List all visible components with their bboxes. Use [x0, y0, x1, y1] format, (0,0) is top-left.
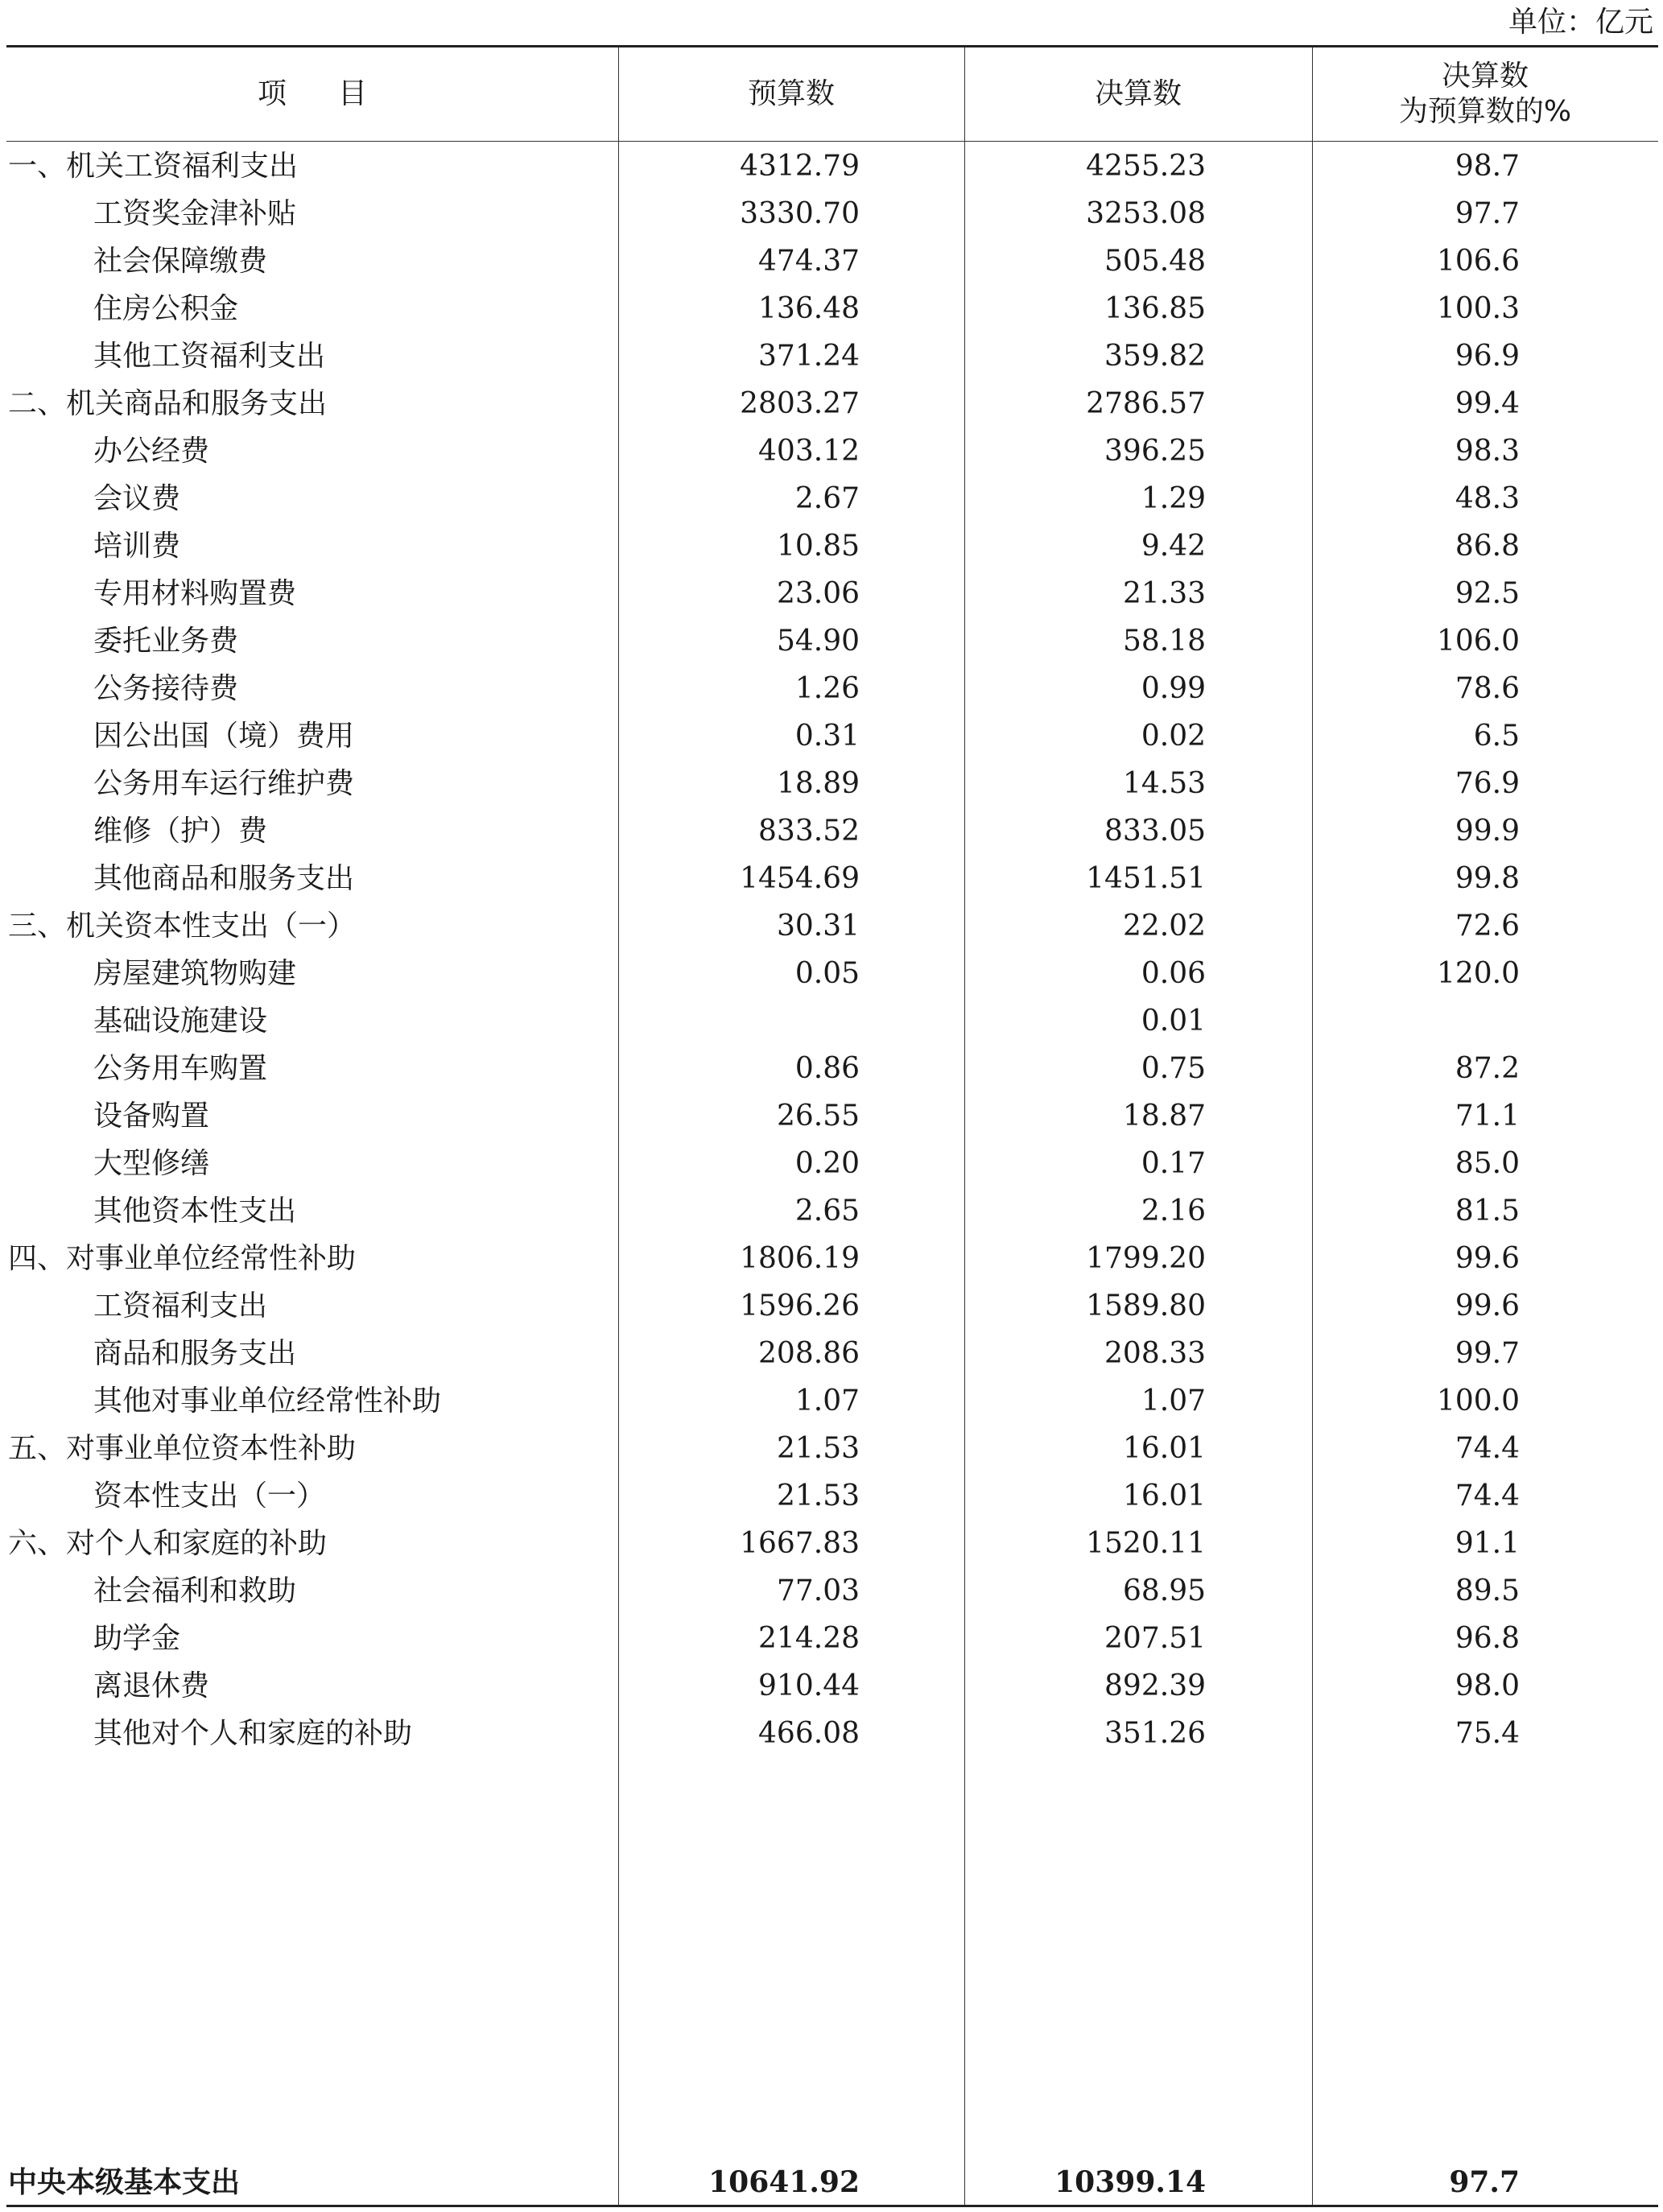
row-ratio-value: 99.4	[1455, 387, 1520, 420]
total-row	[6, 2160, 1658, 2205]
row-item-name: 公务用车运行维护费	[93, 767, 355, 800]
table-row	[6, 760, 1658, 807]
row-final-value: 0.02	[1141, 720, 1206, 753]
row-budget-value: 4312.79	[740, 150, 860, 183]
table-row	[6, 1377, 1658, 1425]
row-item-name: 四、对事业单位经常性补助	[8, 1242, 357, 1275]
row-final-value: 22.02	[1122, 910, 1206, 943]
row-ratio-value: 74.4	[1455, 1432, 1520, 1465]
row-final-value: 351.26	[1104, 1717, 1206, 1750]
row-item-name: 二、机关商品和服务支出	[8, 387, 328, 420]
row-budget-value: 26.55	[776, 1100, 860, 1133]
row-budget-value: 3330.70	[740, 197, 860, 230]
table-row	[6, 570, 1658, 617]
row-final-value: 68.95	[1122, 1574, 1206, 1607]
row-final-value: 833.05	[1104, 815, 1206, 848]
table-row	[6, 1567, 1658, 1615]
table-row	[6, 1615, 1658, 1662]
total-ratio: 97.7	[1449, 2165, 1520, 2199]
table-row	[6, 950, 1658, 997]
row-final-value: 16.01	[1122, 1479, 1206, 1512]
row-item-name: 资本性支出（一）	[93, 1479, 326, 1512]
row-item-name: 六、对个人和家庭的补助	[8, 1527, 328, 1560]
row-item-name: 一、机关工资福利支出	[8, 150, 299, 183]
row-ratio-value: 87.2	[1455, 1052, 1520, 1085]
row-item-name: 其他资本性支出	[93, 1195, 297, 1228]
row-final-value: 1589.80	[1086, 1290, 1206, 1323]
table-row	[6, 285, 1658, 332]
row-budget-value: 23.06	[776, 577, 860, 610]
table-row	[6, 855, 1658, 902]
row-budget-value: 371.24	[758, 340, 860, 373]
header-item	[6, 47, 618, 141]
row-final-value: 1.29	[1141, 482, 1206, 515]
row-item-name: 基础设施建设	[93, 1005, 268, 1038]
row-item-name: 五、对事业单位资本性补助	[8, 1432, 357, 1465]
row-ratio-value: 6.5	[1473, 720, 1520, 753]
row-budget-value: 21.53	[776, 1432, 860, 1465]
row-budget-value: 474.37	[758, 245, 860, 278]
header-budget	[618, 47, 964, 141]
row-item-name: 三、机关资本性支出（一）	[8, 910, 357, 943]
row-ratio-value	[6, 997, 1520, 1045]
row-item-name: 办公经费	[93, 435, 210, 468]
header-item-label: 项目	[257, 77, 419, 110]
row-final-value: 0.99	[1141, 672, 1206, 705]
row-ratio-value: 99.8	[1455, 862, 1520, 895]
table-row	[6, 1710, 1658, 1757]
table-row	[6, 1092, 1658, 1140]
row-ratio-value: 106.6	[1436, 245, 1520, 278]
row-item-name: 助学金	[93, 1622, 181, 1655]
row-final-value: 4255.23	[1086, 150, 1206, 183]
row-ratio-value: 100.3	[1436, 292, 1520, 325]
row-item-name: 社会保障缴费	[93, 245, 268, 278]
row-ratio-value: 99.6	[1455, 1290, 1520, 1323]
header-ratio	[1312, 47, 1658, 141]
header-final	[964, 47, 1312, 141]
total-name: 中央本级基本支出	[8, 2165, 241, 2199]
row-budget-value: 2.67	[794, 482, 860, 515]
row-ratio-value: 48.3	[1455, 482, 1520, 515]
row-budget-value: 1.26	[794, 672, 860, 705]
row-final-value: 16.01	[1122, 1432, 1206, 1465]
row-ratio-value: 75.4	[1455, 1717, 1520, 1750]
table-row	[6, 997, 1658, 1045]
row-item-name: 会议费	[93, 482, 181, 515]
row-ratio-value: 98.7	[1455, 150, 1520, 183]
row-budget-value: 1.07	[794, 1385, 860, 1418]
header-final-label: 决算数	[1094, 77, 1182, 110]
row-item-name: 培训费	[93, 530, 181, 563]
row-final-value: 359.82	[1104, 340, 1206, 373]
row-ratio-value: 97.7	[1455, 197, 1520, 230]
row-budget-value: 10.85	[776, 530, 860, 563]
table-row	[6, 1472, 1658, 1520]
row-ratio-value: 99.6	[1455, 1242, 1520, 1275]
row-ratio-value: 78.6	[1455, 672, 1520, 705]
row-item-name: 维修（护）费	[93, 815, 268, 848]
table-row	[6, 522, 1658, 570]
row-ratio-value: 92.5	[1455, 577, 1520, 610]
row-final-value: 1799.20	[1086, 1242, 1206, 1275]
row-item-name: 社会福利和救助	[93, 1574, 297, 1607]
table-row	[6, 1140, 1658, 1187]
row-item-name: 工资福利支出	[93, 1290, 268, 1323]
table-row	[6, 475, 1658, 522]
row-budget-value: 30.31	[776, 910, 860, 943]
row-budget-value: 54.90	[776, 625, 860, 658]
table-row	[6, 1662, 1658, 1710]
row-final-value: 208.33	[1104, 1337, 1206, 1370]
row-final-value: 505.48	[1104, 245, 1206, 278]
row-ratio-value: 81.5	[1455, 1195, 1520, 1228]
row-ratio-value: 96.9	[1455, 340, 1520, 373]
row-item-name: 委托业务费	[93, 625, 239, 658]
expenditure-table	[6, 45, 1658, 2207]
row-ratio-value: 74.4	[1455, 1479, 1520, 1512]
row-item-name: 设备购置	[93, 1100, 210, 1133]
row-ratio-value: 100.0	[1436, 1385, 1520, 1418]
table-row	[6, 190, 1658, 237]
row-final-value: 136.85	[1104, 292, 1206, 325]
table-row	[6, 902, 1658, 950]
row-final-value: 21.33	[1122, 577, 1206, 610]
row-item-name: 其他对事业单位经常性补助	[93, 1385, 442, 1418]
row-item-name: 其他对个人和家庭的补助	[93, 1717, 413, 1750]
row-ratio-value: 91.1	[1455, 1527, 1520, 1560]
row-budget-value: 2803.27	[740, 387, 860, 420]
row-budget-value: 833.52	[758, 815, 860, 848]
row-budget-value: 208.86	[758, 1337, 860, 1370]
row-ratio-value: 89.5	[1455, 1574, 1520, 1607]
row-item-name: 专用材料购置费	[93, 577, 297, 610]
row-final-value: 58.18	[1122, 625, 1206, 658]
row-ratio-value: 96.8	[1455, 1622, 1520, 1655]
row-budget-value: 0.86	[794, 1052, 860, 1085]
row-item-name: 工资奖金津补贴	[93, 197, 297, 230]
row-item-name: 住房公积金	[93, 292, 239, 325]
row-budget-value: 0.20	[794, 1147, 860, 1180]
row-item-name: 因公出国（境）费用	[93, 720, 355, 753]
header-ratio-label: 决算数 为预算数的%	[1398, 60, 1572, 128]
total-final: 10399.14	[1054, 2165, 1206, 2199]
row-ratio-value: 72.6	[1455, 910, 1520, 943]
row-final-value: 1520.11	[1086, 1527, 1206, 1560]
row-ratio-value: 98.3	[1455, 435, 1520, 468]
row-item-name: 商品和服务支出	[93, 1337, 297, 1370]
row-budget-value: 0.31	[794, 720, 860, 753]
table-row	[6, 332, 1658, 380]
row-final-value: 3253.08	[1086, 197, 1206, 230]
table-row	[6, 1282, 1658, 1330]
row-final-value: 207.51	[1104, 1622, 1206, 1655]
table-row	[6, 142, 1658, 190]
row-ratio-value: 99.7	[1455, 1337, 1520, 1370]
row-item-name: 其他工资福利支出	[93, 340, 326, 373]
row-final-value: 0.75	[1141, 1052, 1206, 1085]
row-item-name: 其他商品和服务支出	[93, 862, 355, 895]
table-row	[6, 712, 1658, 760]
table-row	[6, 1045, 1658, 1092]
table-row	[6, 665, 1658, 712]
row-budget-value: 77.03	[776, 1574, 860, 1607]
row-ratio-value: 99.9	[1455, 815, 1520, 848]
row-budget-value: 2.65	[794, 1195, 860, 1228]
row-item-name: 公务用车购置	[93, 1052, 268, 1085]
row-item-name: 房屋建筑物购建	[93, 957, 297, 990]
row-final-value: 1.07	[1141, 1385, 1206, 1418]
row-ratio-value: 120.0	[1436, 957, 1520, 990]
row-final-value: 0.17	[1141, 1147, 1206, 1180]
row-budget-value: 136.48	[758, 292, 860, 325]
row-budget-value: 403.12	[758, 435, 860, 468]
row-ratio-value: 85.0	[1455, 1147, 1520, 1180]
row-budget-value: 1596.26	[740, 1290, 860, 1323]
table-row	[6, 380, 1658, 427]
total-budget: 10641.92	[708, 2165, 860, 2199]
row-final-value: 18.87	[1122, 1100, 1206, 1133]
row-ratio-value: 86.8	[1455, 530, 1520, 563]
row-final-value: 9.42	[1141, 530, 1206, 563]
table-header	[6, 47, 1658, 142]
row-budget-value: 18.89	[776, 767, 860, 800]
row-budget-value: 1806.19	[740, 1242, 860, 1275]
row-final-value: 2786.57	[1086, 387, 1206, 420]
header-budget-label: 预算数	[747, 77, 835, 110]
table-row	[6, 1235, 1658, 1282]
row-final-value: 892.39	[1104, 1669, 1206, 1702]
row-final-value: 14.53	[1122, 767, 1206, 800]
table-row	[6, 1187, 1658, 1235]
table-row	[6, 807, 1658, 855]
row-ratio-value: 106.0	[1436, 625, 1520, 658]
table-row	[6, 1330, 1658, 1377]
row-budget-value: 0.05	[794, 957, 860, 990]
row-ratio-value: 98.0	[1455, 1669, 1520, 1702]
table-row	[6, 1425, 1658, 1472]
row-budget-value: 1454.69	[740, 862, 860, 895]
row-budget-value: 910.44	[758, 1669, 860, 1702]
row-final-value: 396.25	[1104, 435, 1206, 468]
row-ratio-value: 71.1	[1455, 1100, 1520, 1133]
row-item-name: 大型修缮	[93, 1147, 210, 1180]
table-row	[6, 237, 1658, 285]
row-budget-value: 466.08	[758, 1717, 860, 1750]
row-budget-value: 21.53	[776, 1479, 860, 1512]
row-budget-value: 1667.83	[740, 1527, 860, 1560]
row-final-value: 0.06	[1141, 957, 1206, 990]
row-ratio-value: 76.9	[1455, 767, 1520, 800]
unit-label: 单位：亿元	[1508, 6, 1653, 39]
row-budget-value: 214.28	[758, 1622, 860, 1655]
row-final-value: 1451.51	[1086, 862, 1206, 895]
row-final-value: 0.01	[1141, 1005, 1206, 1038]
row-item-name: 离退休费	[93, 1669, 210, 1702]
row-final-value: 2.16	[1141, 1195, 1206, 1228]
table-row	[6, 1520, 1658, 1567]
table-row	[6, 427, 1658, 475]
row-item-name: 公务接待费	[93, 672, 239, 705]
table-row	[6, 617, 1658, 665]
